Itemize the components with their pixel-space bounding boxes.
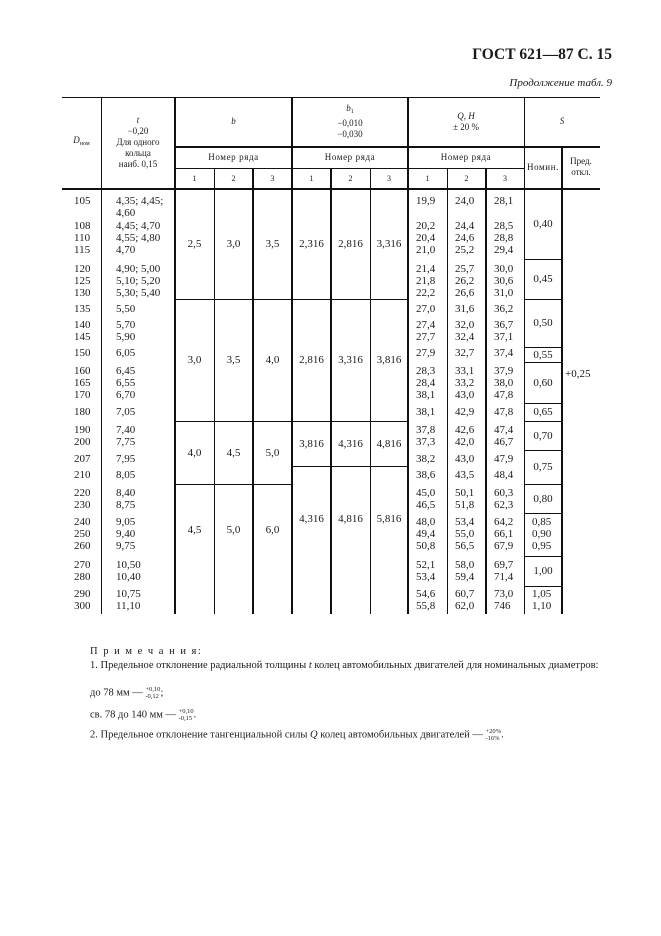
q1-cell: 22,2 [416,287,436,299]
q-row-1: 1 [425,173,430,183]
q1-cell: 19,9 [416,195,436,207]
b1-group3-row2: 4,316 [338,437,363,450]
q3-cell: 29,4 [494,244,514,256]
header-t [101,97,175,188]
q3-cell: 71,4 [494,571,514,583]
tol-upper: +0,10 [178,708,194,715]
s-pred-line1: Пред. [570,156,592,166]
note-2-q-symbol: Q [310,729,318,741]
q3-cell: 746 [494,600,511,612]
d-nom-cell: 180 [74,406,91,418]
t-note-line1: Для одного [116,137,160,147]
q3-cell: 37,9 [494,365,514,377]
rule-header-mid [175,146,600,148]
q1-cell: 28,3 [416,365,436,377]
q2-cell: 24,4 [455,220,475,232]
header-q-row-number: Номер ряда [440,151,492,162]
d-nom-cell: 240 [74,516,91,528]
q2-cell: 25,2 [455,244,475,256]
q1-cell: 37,3 [416,436,436,448]
t-cell: 9,05 [116,516,136,528]
q3-cell: 48,4 [494,469,514,481]
header-b1-row-number: Номер ряда [324,151,376,162]
d-nom-cell: 290 [74,588,91,600]
d-nom-cell: 300 [74,600,91,612]
q1-cell: 55,8 [416,600,436,612]
note-1-tolerance-2 [179,708,194,722]
t-cell: 11,10 [116,600,141,612]
q3-cell: 37,1 [494,331,514,343]
d-nom-cell: 250 [74,528,91,540]
t-cell: 6,05 [116,347,136,359]
q3-cell: 66,1 [494,528,514,540]
t-cell: 9,40 [116,528,136,540]
t-cell: 6,45 [116,365,136,377]
b1-group1-row3: 3,316 [376,237,402,250]
t-cell: 8,05 [116,469,136,481]
punct: ; [160,687,164,699]
rule-top [62,97,600,98]
t-cell: 5,50 [116,303,136,315]
note-1-range-1: до 78 мм — [90,687,143,699]
d-nom-cell: 135 [74,303,91,315]
q1-cell: 27,7 [416,331,436,343]
q1-cell: 37,8 [416,424,436,436]
s-nom-value: 0,50 [533,317,553,329]
q3-cell: 64,2 [494,516,514,528]
b-group1-row1: 2,5 [187,237,202,250]
d-nom-cell: 140 [74,319,91,331]
t-cell-continued: 4,60 [116,207,136,219]
t-cell: 5,90 [116,331,136,343]
b-row-1: 1 [192,173,197,183]
q-symbol: Q, Н [457,110,475,121]
q2-cell: 24,0 [455,195,475,207]
q1-cell: 48,0 [416,516,436,528]
q3-cell: 31,0 [494,287,514,299]
q3-cell: 60,3 [494,487,514,499]
t-note-line2: кольца [125,148,151,158]
q1-cell: 21,8 [416,275,436,287]
d-nom-subscript: ном [79,141,90,147]
q3-cell: 46,7 [494,436,514,448]
b1-group1-row2: 2,816 [338,237,363,250]
d-nom-cell: 200 [74,436,91,448]
t-cell: 4,90; 5,00 [116,263,161,275]
note-1-line-1 [62,686,635,700]
q1-cell: 27,0 [416,303,436,315]
q1-cell: 45,0 [416,487,436,499]
b1-symbol: b [346,103,351,113]
q3-cell: 28,5 [494,220,514,232]
tol-lower: -16% [485,735,500,742]
b1-group3-row1: 3,816 [299,437,324,450]
q3-cell: 37,4 [494,347,514,359]
d-nom-cell: 130 [74,287,91,299]
header-s-pred [562,146,600,188]
q2-cell: 32,4 [455,331,475,343]
q1-cell: 38,6 [416,469,436,481]
s-nom-value: 0,70 [533,429,553,442]
t-note-line3: наиб. 0,15 [118,159,158,169]
d-nom-cell: 105 [74,195,91,207]
header-b1 [292,97,408,146]
table-continuation-label: Продолжение табл. 9 [509,77,612,89]
q3-cell: 67,9 [494,540,514,552]
b-group2-row2: 3,5 [226,354,241,366]
q2-cell: 59,4 [455,571,475,583]
q1-cell: 28,4 [416,377,436,389]
b1-tol-lower: −0,030 [337,129,363,139]
q3-cell: 36,2 [494,303,514,315]
d-nom-cell: 150 [74,347,91,359]
q1-cell: 27,9 [416,347,436,359]
d-nom-cell: 110 [74,232,91,244]
q3-cell: 47,9 [494,453,514,465]
b1-group2-row2: 3,316 [338,354,363,366]
b1-tol-upper: −0,010 [337,118,363,128]
q2-cell: 26,2 [455,275,475,287]
s-nom-value: 0,65 [533,406,553,418]
q2-cell: 62,0 [455,600,475,612]
b-group4-row3: 6,0 [265,523,280,536]
s-nom-value: 0,90 [532,528,552,540]
q2-cell: 55,0 [455,528,475,540]
vline-q2 [485,168,487,614]
q2-cell: 42,0 [455,436,475,448]
vline-q1 [447,168,448,614]
rule-s-11 [524,586,562,587]
d-nom-cell: 220 [74,487,91,499]
s-symbol: S [559,116,565,126]
q3-cell: 38,0 [494,377,514,389]
s-nom-value: 0,45 [533,273,553,285]
rule-header-rows [175,168,524,169]
note-1 [62,659,607,672]
s-pred-value: +0,25 [565,368,591,380]
d-nom-cell: 145 [74,331,91,343]
q1-cell: 46,5 [416,499,436,511]
q1-cell: 20,4 [416,232,436,244]
q1-cell: 50,8 [416,540,436,552]
s-nom-value: 0,55 [533,348,553,361]
d-nom-cell: 280 [74,571,91,583]
b1-group4-row1: 4,316 [299,512,324,525]
q1-cell: 38,1 [416,406,436,418]
b1-group3-row3: 4,816 [376,437,402,450]
q2-cell: 32,0 [455,319,475,331]
q3-cell: 47,8 [494,406,514,418]
punct: . [193,709,197,721]
note-2-text-a: 2. Предельное отклонение тангенциальной силы [90,729,308,741]
q3-cell: 73,0 [494,588,514,600]
d-nom-cell: 108 [74,220,91,232]
q2-cell: 42,6 [455,424,475,436]
q2-cell: 32,7 [455,347,475,359]
b1-group4-row3: 5,816 [376,512,402,525]
t-cell: 5,70 [116,319,136,331]
note-1-text-c: диаметров: [548,660,599,671]
d-nom-cell: 120 [74,263,91,275]
q2-cell: 51,8 [455,499,475,511]
b1-group4-row2: 4,816 [338,512,363,525]
d-nom-symbol: D [73,135,80,145]
s-nom-value: 1,10 [532,600,552,612]
q2-cell: 33,1 [455,365,475,377]
q3-cell: 62,3 [494,499,514,511]
note-1-line-2 [62,708,635,722]
q-row-2: 2 [464,173,469,183]
t-cell: 6,55 [116,377,136,389]
d-nom-cell: 260 [74,540,91,552]
t-cell: 10,40 [116,571,141,583]
b-group3-row2: 4,5 [226,446,241,459]
q1-cell: 21,4 [416,263,436,275]
b-row-2: 2 [231,173,236,183]
t-tolerance: −0,20 [127,126,149,136]
d-nom-cell: 207 [74,453,91,465]
header-d-nom [62,97,101,188]
q1-cell: 38,2 [416,453,436,465]
b-symbol: b [231,116,236,126]
page-title: ГОСТ 621—87 С. 15 [472,46,612,63]
q3-cell: 30,0 [494,263,514,275]
q2-cell: 43,0 [455,453,475,465]
q1-cell: 54,6 [416,588,436,600]
s-nom-value: 0,95 [532,540,552,552]
q1-cell: 52,1 [416,559,436,571]
q3-cell: 47,4 [494,424,514,436]
q3-cell: 47,8 [494,389,514,401]
note-1-range-2: св. 78 до 140 мм — [90,709,176,721]
q2-cell: 43,0 [455,389,475,401]
tol-lower: -0,15 [178,715,193,722]
q1-cell: 49,4 [416,528,436,540]
q1-cell: 21,0 [416,244,436,256]
vline-d [101,97,102,614]
q2-cell: 58,0 [455,559,475,571]
q2-cell: 26,6 [455,287,475,299]
rule-s-9 [524,513,562,514]
q1-cell: 53,4 [416,571,436,583]
t-cell: 7,05 [116,406,136,418]
q2-cell: 56,5 [455,540,475,552]
note-1-tolerance-1 [145,686,160,700]
header-q [408,97,524,146]
q3-cell: 28,1 [494,195,514,207]
s-nom-value: 0,85 [532,516,552,528]
t-cell: 4,45; 4,70 [116,220,161,232]
note-1-text-b: колец автомобильных двигателей для номинальных [314,660,546,671]
t-cell: 5,30; 5,40 [116,287,161,299]
note-2-tolerance [486,728,502,742]
q1-cell: 38,1 [416,389,436,401]
d-nom-cell: 190 [74,424,91,436]
q3-cell: 30,6 [494,275,514,287]
t-cell: 10,50 [116,559,141,571]
b-group3-row3: 5,0 [265,446,280,459]
t-cell: 7,75 [116,436,136,448]
q-row-3: 3 [503,173,507,183]
s-nom-value: 0,80 [533,492,553,505]
q-tolerance: ± 20 % [453,121,479,132]
b-group4-row2: 5,0 [226,523,241,536]
q2-cell: 33,2 [455,377,475,389]
q2-cell: 43,5 [455,469,475,481]
header-b-row-number: Номер ряда [208,151,259,162]
q2-cell: 53,4 [455,516,475,528]
q1-cell: 27,4 [416,319,436,331]
t-symbol: t [136,115,140,125]
b1-row-2: 2 [348,173,353,183]
header-s-nom: Номин. [526,161,559,172]
d-nom-cell: 165 [74,377,91,389]
b1-row-3: 3 [387,173,391,183]
b-group4-row1: 4,5 [187,523,202,536]
q2-cell: 60,7 [455,588,475,600]
b-group2-row3: 4,0 [265,354,280,366]
s-nom-value: 1,00 [533,565,553,577]
b1-row-1: 1 [309,173,314,183]
tol-lower: -0,12 [145,693,159,700]
q2-cell: 25,7 [455,263,475,275]
note-1-t-symbol: t [308,660,312,671]
t-cell: 8,40 [116,487,136,499]
d-nom-cell: 270 [74,559,91,571]
s-nom-value: 0,40 [533,217,553,230]
t-cell: 7,95 [116,453,136,465]
q1-cell: 20,2 [416,220,436,232]
s-nom-value: 1,05 [532,588,552,600]
d-nom-cell: 210 [74,469,91,481]
t-cell: 7,40 [116,424,136,436]
s-pred-line2: откл. [571,167,591,177]
punct: . [501,729,504,741]
note-2 [62,728,661,742]
b1-group2-row1: 2,816 [299,354,324,366]
d-nom-cell: 115 [74,244,91,256]
d-nom-cell: 230 [74,499,91,511]
b-group3-row1: 4,0 [187,446,202,459]
q2-cell: 50,1 [455,487,475,499]
t-cell: 4,55; 4,80 [116,232,161,244]
d-nom-cell: 170 [74,389,91,401]
note-1-text-a: 1. Предельное отклонение радиальной толщины [90,660,307,671]
t-cell: 8,75 [116,499,136,511]
tol-upper: +0,10 [145,686,161,693]
b-group2-row1: 3,0 [187,354,202,366]
header-b [175,97,292,146]
b-group1-row2: 3,0 [226,237,241,250]
q3-cell: 28,8 [494,232,514,244]
tol-upper: +20% [485,728,502,735]
t-cell: 9,75 [116,540,136,552]
t-cell: 10,75 [116,588,141,600]
b-row-3: 3 [270,173,275,183]
t-cell: 4,35; 4,45; [116,195,164,207]
q3-cell: 69,7 [494,559,514,571]
s-nom-value: 0,75 [533,461,553,473]
b1-subscript: 1 [350,109,354,115]
q2-cell: 31,6 [455,303,475,315]
d-nom-cell: 160 [74,365,91,377]
b1-group2-row3: 3,816 [376,354,402,366]
q2-cell: 24,6 [455,232,475,244]
header-s [524,97,600,146]
b-group1-row3: 3,5 [265,237,280,250]
q2-cell: 42,9 [455,406,475,418]
d-nom-cell: 125 [74,275,91,287]
notes-heading: П р и м е ч а н и я: [90,646,203,657]
s-nom-value: 0,60 [533,376,553,389]
note-2-text-b: колец автомобильных двигателей — [320,729,483,741]
q3-cell: 36,7 [494,319,514,331]
t-cell: 5,10; 5,20 [116,275,161,287]
t-cell: 6,70 [116,389,136,401]
b1-group1-row1: 2,316 [299,237,324,250]
t-cell: 4,70 [116,244,136,256]
